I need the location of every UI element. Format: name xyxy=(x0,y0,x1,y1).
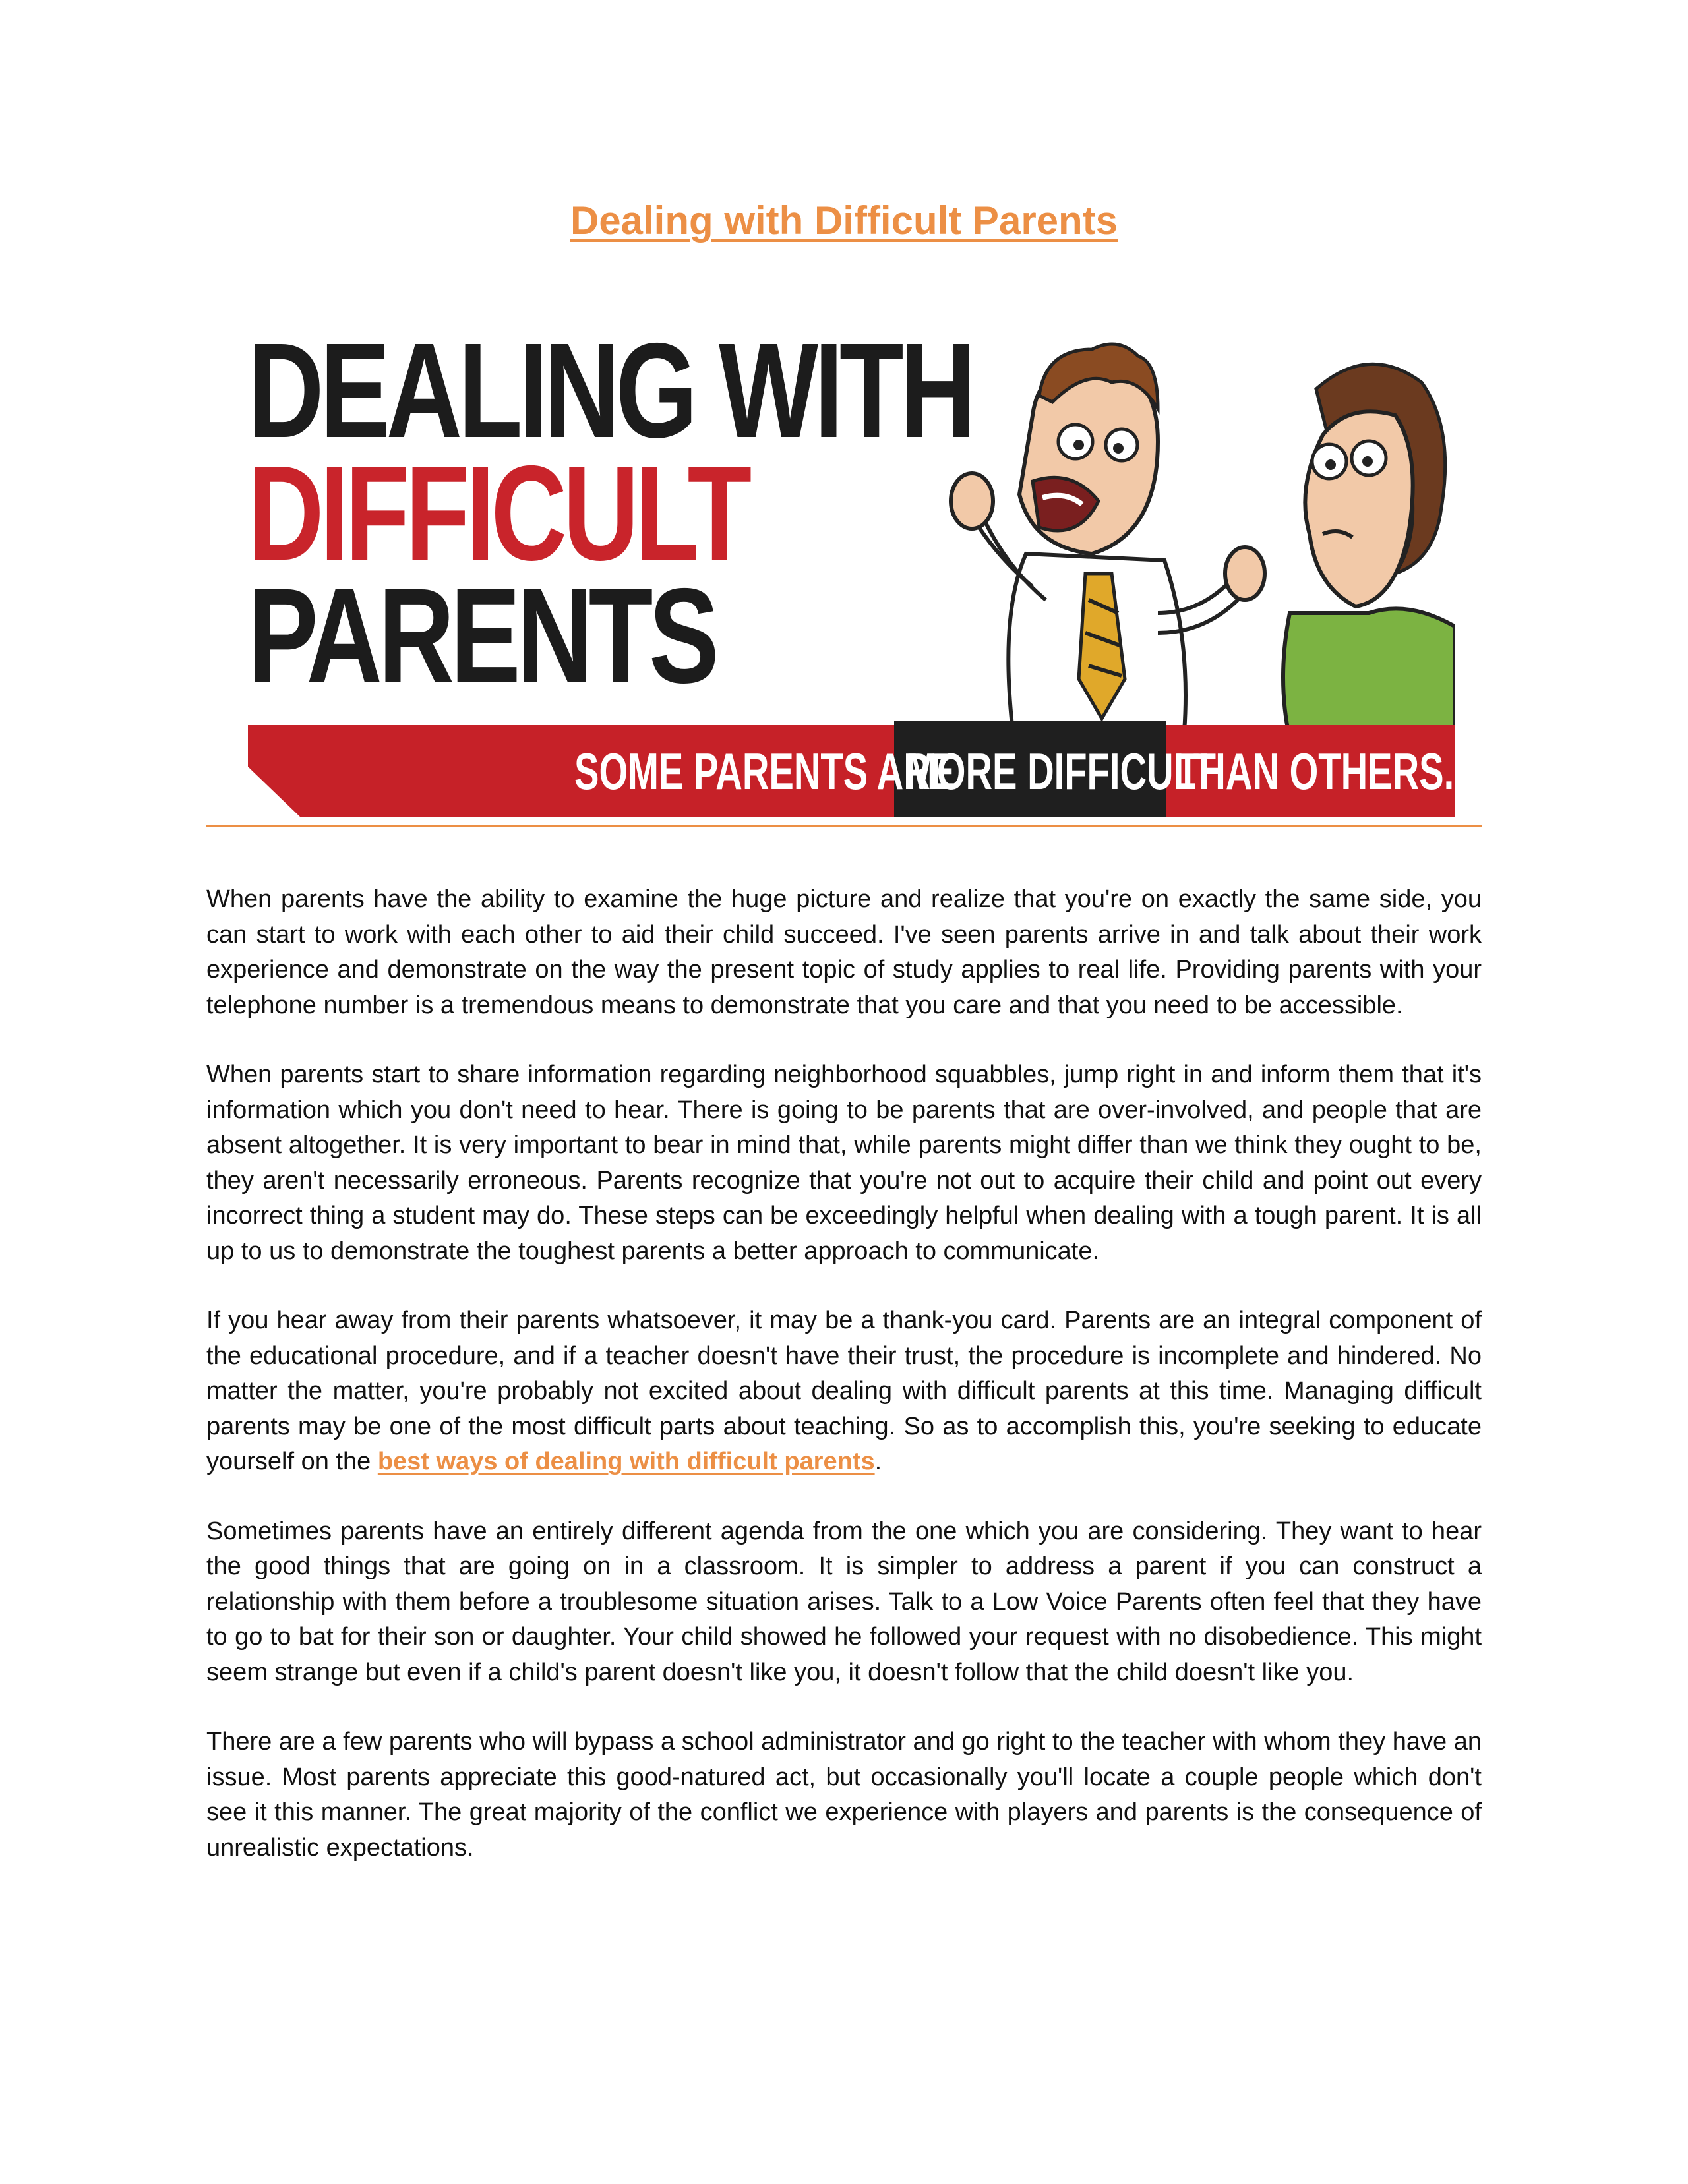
worried-woman-figure xyxy=(1283,364,1455,738)
headline-line-1: DEALING WITH xyxy=(248,315,972,466)
paragraph-1: When parents have the ability to examine the huge picture and realize that you're on exactly the same side, you can start to work with each other to aid their child succeed. I've seen parents arrive in and talk about their work experience and demonstrate on the way the present topic of study applies to real life. Providing parents with your telephone number is a tremendous means to demonstrate that you care and that you need to be accessible. xyxy=(206,885,1482,1019)
paragraph-3 xyxy=(206,1303,1482,1480)
tagline-part-1: SOME PARENTS ARE xyxy=(574,742,955,800)
page-title: Dealing with Difficult Parents xyxy=(570,198,1118,243)
paragraph-2: When parents start to share information regarding neighborhood squabbles, jump right in and inform them that it's information which you don't need to hear. There is going to be parents that are over-involved, and people that are absent altogether. It is very important to bear in mind that, while parents might differ than we think they ought to be, they aren't necessarily erroneous. Parents recognize that you're not out to acquire their child and point out every incorrect thing a student may do. These steps can be exceedingly helpful when dealing with a tough parent. It is all up to us to demonstrate the toughest parents a better approach to communicate. xyxy=(206,1061,1482,1265)
headline-line-3: PARENTS xyxy=(248,560,715,711)
article-body xyxy=(206,882,1482,1900)
headline-line-2: DIFFICULT xyxy=(248,438,748,589)
paragraph-4: Sometimes parents have an entirely different agenda from the one which you are considering. They want to hear the good things that are going on in a classroom. It is simpler to address a parent if you can construct a relationship with them before a troublesome situation arises. Talk to a Low Voice Parents often feel that they have to go to bat for their son or daughter. Your child showed he followed your request with no disobedience. This might seem strange but even if a child's parent doesn't like you, it doesn't follow that the child doesn't like you. xyxy=(206,1517,1482,1686)
dealing-with-difficult-parents-link[interactable]: best ways of dealing with difficult parents xyxy=(377,1448,875,1475)
banner-image xyxy=(248,315,1475,817)
banner-headline xyxy=(248,315,972,711)
tagline-part-2: MORE DIFFICULT xyxy=(906,742,1217,800)
paragraph-3-end: . xyxy=(874,1448,882,1475)
angry-man-figure xyxy=(951,344,1265,732)
paragraph-5: There are a few parents who will bypass a school administrator and go right to the teacher with whom they have an issue. Most parents appreciate this good-natured act, but occasionally you'll locate a couple people which don't see it this manner. The great majority of the conflict we experience with players and parents is the consequence of unrealistic expectations. xyxy=(206,1728,1482,1862)
cartoon-illustration xyxy=(920,336,1455,738)
tagline-part-3: THAN OTHERS... xyxy=(1176,742,1475,800)
tagline-bar xyxy=(248,725,1475,817)
paragraph-3-text: If you hear away from their parents whatsoever, it may be a thank-you card. Parents are an integral component of the educational procedure, and if a teacher doesn't have their trust, the procedure is incomplete and hindered. No matter the matter, you're probably not excited about dealing with difficult parents at this time. Managing difficult parents may be one of the most difficult parts about teaching. So as to accomplish this, you're seeking to educate yourself on the xyxy=(206,1307,1482,1475)
divider xyxy=(206,825,1482,827)
